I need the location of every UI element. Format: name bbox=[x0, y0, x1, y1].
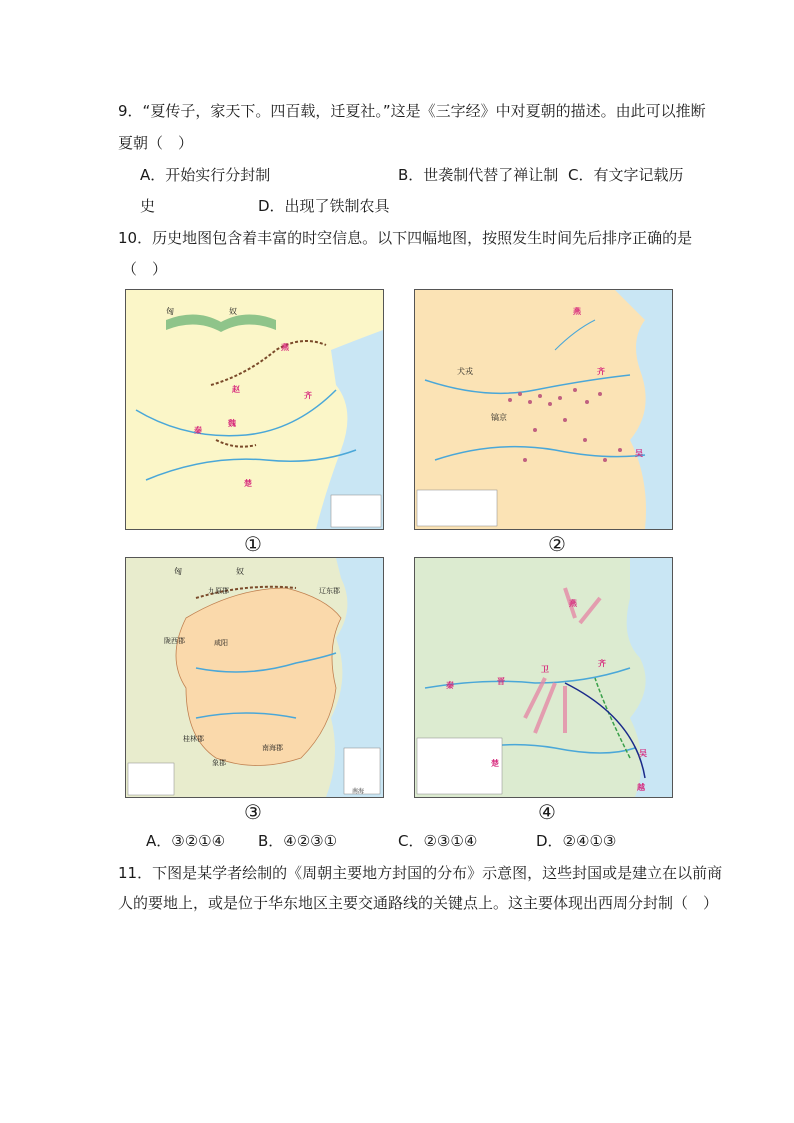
map-1-label-yan: 燕 bbox=[281, 343, 289, 352]
q9-option-c-continued: 史 bbox=[140, 197, 156, 215]
map-3-label-xiangjun: 象郡 bbox=[212, 759, 226, 767]
q9-option-b[interactable]: B．世袭制代替了禅让制 bbox=[398, 166, 559, 184]
q11-stem-line1: 11．下图是某学者绘制的《周朝主要地方封国的分布》示意图，这些封国或是建立在以前商 bbox=[118, 864, 723, 882]
map-3-inset-label: 南海 bbox=[352, 788, 365, 795]
map-3-label-longxi: 陇西郡 bbox=[164, 637, 185, 645]
map-4-label-qin: 秦 bbox=[446, 681, 454, 690]
map-1-label-qin: 秦 bbox=[194, 426, 202, 435]
map-4-label-yue: 越 bbox=[637, 783, 645, 792]
map-1-label-nu: 奴 bbox=[229, 307, 237, 316]
map-4-label-wu: 吴 bbox=[639, 749, 647, 758]
map-3-label-liaodong: 辽东郡 bbox=[319, 587, 340, 595]
map-2-label-qi: 齐 bbox=[597, 367, 605, 376]
map-1-label-qi: 齐 bbox=[304, 391, 312, 400]
map-3-label-xiong: 匈 bbox=[174, 567, 182, 576]
q10-option-c[interactable]: C．②③①④ bbox=[398, 832, 478, 850]
map-2-western-zhou-fiefs bbox=[414, 289, 673, 530]
map-2-label-quanrong: 犬戎 bbox=[457, 367, 473, 376]
map-2-label-haojing: 镐京 bbox=[491, 413, 507, 422]
map-4-label-yan: 燕 bbox=[569, 599, 577, 608]
map-3-label-xianyang: 咸阳 bbox=[214, 639, 228, 647]
map-3-number: ③ bbox=[244, 800, 262, 824]
q10-option-b[interactable]: B．④②③① bbox=[258, 832, 338, 850]
map-4-label-wei: 卫 bbox=[541, 665, 549, 674]
map-1-warring-states bbox=[125, 289, 384, 530]
q11-stem-line2: 人的要地上，或是位于华东地区主要交通路线的关键点上。这主要体现出西周分封制（ ） bbox=[118, 894, 719, 912]
q9-stem-line2: 夏朝（ ） bbox=[118, 134, 194, 152]
map-1-legend bbox=[331, 495, 381, 527]
q9-option-c[interactable]: C．有文字记载历 bbox=[568, 166, 684, 184]
q9-option-d[interactable]: D．出现了铁制农具 bbox=[258, 197, 390, 215]
map-1-label-chu: 楚 bbox=[244, 479, 252, 488]
q10-stem-line1: 10．历史地图包含着丰富的时空信息。以下四幅地图，按照发生时间先后排序正确的是 bbox=[118, 229, 693, 247]
map-4-spring-autumn-wars bbox=[414, 557, 673, 798]
map-1-number: ① bbox=[244, 532, 262, 556]
map-4-label-jin: 晋 bbox=[497, 677, 505, 686]
q10-stem-line2: （ ） bbox=[122, 260, 168, 278]
map-3-label-nu: 奴 bbox=[236, 567, 244, 576]
q9-option-a[interactable]: A．开始实行分封制 bbox=[140, 166, 271, 184]
map-4-label-chu: 楚 bbox=[491, 759, 499, 768]
q10-option-d[interactable]: D．②④①③ bbox=[536, 832, 617, 850]
map-4-label-qi: 齐 bbox=[598, 659, 606, 668]
map-1-label-zhao: 赵 bbox=[232, 385, 240, 394]
map-3-label-guilin: 桂林郡 bbox=[183, 735, 204, 743]
map-1-label-xiong: 匈 bbox=[166, 307, 174, 316]
map-2-label-yan: 燕 bbox=[573, 307, 581, 316]
map-1-label-wei: 魏 bbox=[228, 419, 236, 428]
map-3-label-nanhai: 南海郡 bbox=[262, 744, 283, 752]
q9-stem-line1: 9．“夏传子，家天下。四百载，迁夏社。”这是《三字经》中对夏朝的描述。由此可以推断 bbox=[118, 102, 706, 120]
q10-option-a[interactable]: A．③②①④ bbox=[146, 832, 226, 850]
map-4-number: ④ bbox=[538, 800, 556, 824]
map-2-number: ② bbox=[548, 532, 566, 556]
map-2-label-wu: 吴 bbox=[635, 449, 643, 458]
map-3-label-jiuyuan: 九原郡 bbox=[208, 587, 229, 595]
map-3-qin-dynasty bbox=[125, 557, 384, 798]
